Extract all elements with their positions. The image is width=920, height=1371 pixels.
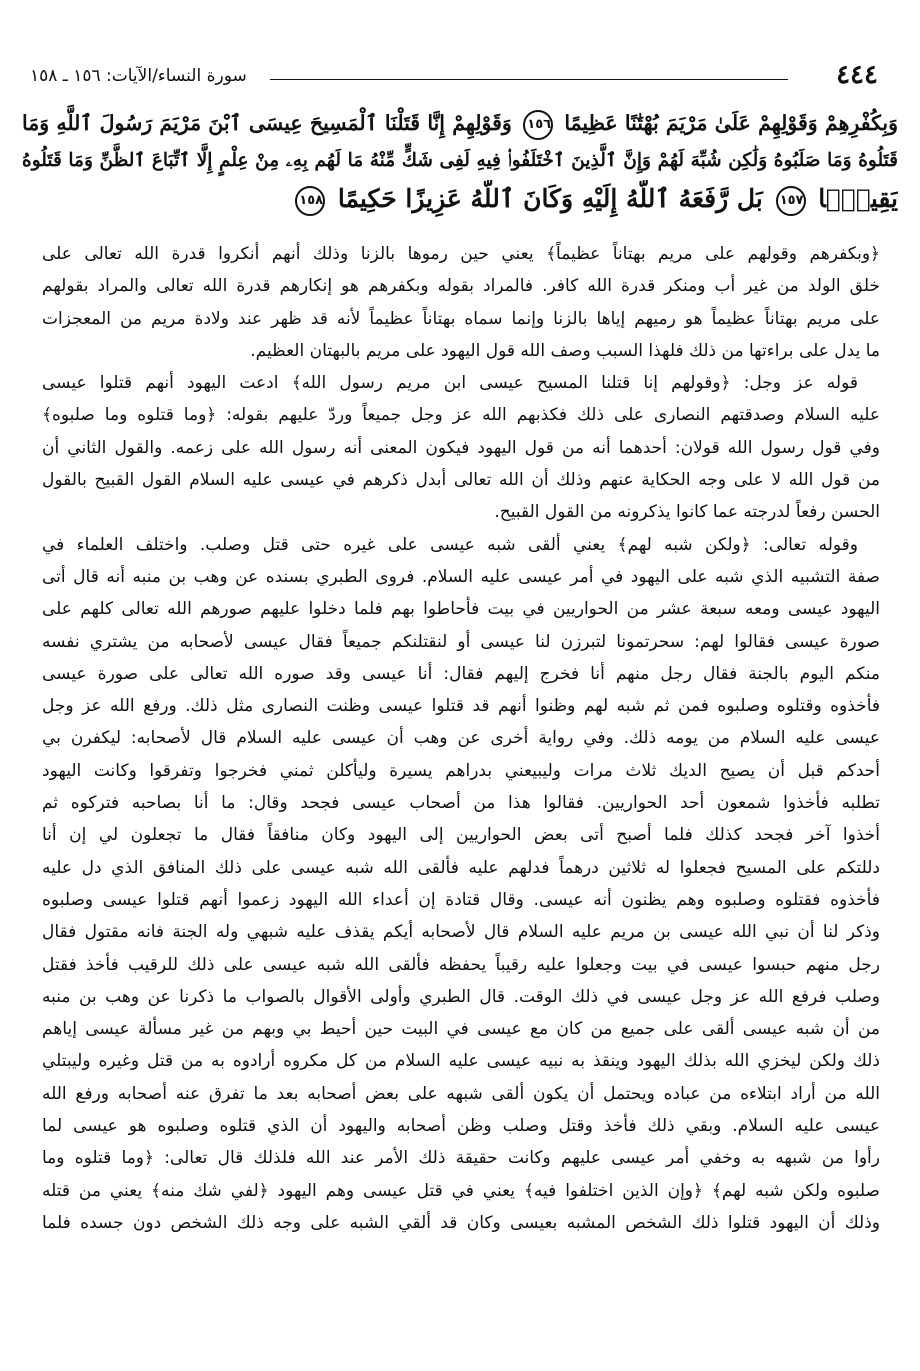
ayah-number-marker: ١٥٧	[776, 186, 806, 216]
commentary-line: صورة عيسى فقالوا لهم: سحرتمونا لتبرزن لنا عيسى أو لنقتلنكم جميعاً فقال عيسى لأصحابه من يشتري نفسه	[42, 631, 880, 652]
tafsir-commentary	[42, 238, 880, 1239]
commentary-line: من أن شبه عيسى ألقى على جميع من كان مع عيسى في البيت حين أحيط بي وبهم من غير مسألة عيسى إياهم	[42, 1019, 880, 1040]
verse-text: وَقَوْلِهِمْ إِنَّا قَتَلْنَا ٱلْمَسِيحَ عِيسَى ٱبْنَ مَرْيَمَ رَسُولَ ٱللَّهِ وَمَا	[22, 111, 512, 135]
commentary-line: عيسى عليه السلام. وبقي ذلك فأخذ وقتل وصلب وظن أصحابه واليهود أن الذي قتلوه وصلبوه هو عيسى لما	[42, 1116, 880, 1137]
commentary-line: رجل منهم حبسوا عيسى في بيت وجعلوا عليه رقيباً يحفظه فألقى الله شبه عيسى على ذلك للرقيب فأخذ فقتل	[42, 954, 880, 975]
verse-text: يَقِينًۢا	[818, 184, 898, 213]
commentary-line: قوله عز وجل: ﴿وقولهم إنا قتلنا المسيح عيسى ابن مريم رسول الله﴾ ادعت اليهود أنهم قتلوا عيسى	[42, 373, 858, 394]
commentary-line: من قول الله لا على وجه الحكاية عنهم وذلك أن الله تعالى أبدل ذكرهم في عيسى عليه السلام القول القبيح بالقول	[42, 470, 880, 491]
ayah-number-marker: ١٥٦	[523, 110, 553, 140]
page-header	[30, 60, 878, 94]
commentary-line: الله من أراد ابتلاءه من عباده ويحتمل أن يكون ألقى شبهه على بعض أصحابه بعد ما تفرق عنه أصحابه ورفع الله	[42, 1083, 880, 1104]
commentary-line: وفي قول رسول الله قولان: أحدهما أنه من قول اليهود فيكون المعنى أنه رسول الله على زعمه. والقول الثاني أن	[42, 437, 880, 458]
commentary-line: صفة التشبيه الذي شبه على اليهود في أمر عيسى عليه السلام. فروى الطبري بسنده عن وهب بن منبه أنه قال أتى	[42, 566, 880, 587]
page-number: ٤٤٤	[836, 60, 878, 90]
commentary-line: اليهود عيسى ومعه سبعة عشر من الحواريين في بيت فأحاطوا بهم فلما دخلوا عليهم صورهم الله تعالى كلهم على	[42, 599, 880, 620]
commentary-line: منكم اليوم بالجنة فقال رجل منهم أنا فخرج إليهم فقال: أنا عيسى وقد صوره الله تعالى على صورة عيسى	[42, 663, 880, 684]
verse-line	[22, 180, 898, 218]
verse-text: وَبِكُفْرِهِمْ وَقَوْلِهِمْ عَلَىٰ مَرْيَمَ بُهْتَٰنًا عَظِيمًا	[564, 111, 898, 135]
header-rule	[270, 79, 788, 80]
verse-line	[22, 142, 898, 180]
quran-verses	[22, 104, 898, 218]
commentary-line: وذلك أن اليهود قتلوا ذلك الشخص المشبه بعيسى وكان قد ألقي الشبه على وجه ذلك الشخص دون جسده فلما	[42, 1212, 880, 1233]
commentary-line: فأخذوه وقتلوه وصلبوه فمن ثم شبه لهم وظنوا أنهم قد قتلوا عيسى وظنت النصارى مثل ذلك. ورفع الله عز وجل	[42, 696, 880, 717]
commentary-line: الحسن رفعاً لدرجته عما كانوا يذكرونه من القول القبيح.	[494, 502, 880, 523]
commentary-line: فأخذوه فقتلوه وصلبوه وهم يظنون أنه عيسى. وقال قتادة إن أعداء الله اليهود زعموا أنهم قتلوا عيسى وصلبوه	[42, 889, 880, 910]
commentary-line: ما يدل على براءتها من ذلك فلهذا السبب وصف الله قول اليهود على مريم بالبهتان العظيم.	[250, 340, 880, 361]
running-head: سورة النساء/الآيات: ١٥٦ ـ ١٥٨	[30, 66, 247, 86]
commentary-line: عليه السلام وصدقتهم النصارى على ذلك فكذبهم الله عز وجل جميعاً وردّ عليهم بقوله: ﴿وما قتلوه وما صلبوه﴾	[42, 405, 880, 426]
commentary-line: على مريم بهتاناً عظيماً هو رميهم إياها بالزنا وإنما سماه بهتاناً عظيماً لأنه قد ظهر عند ولادة مريم من المعجزات	[42, 308, 880, 329]
commentary-line: صلبوه ولكن شبه لهم﴾ ﴿وإن الذين اختلفوا فيه﴾ يعني في قتل عيسى وهم اليهود ﴿لفي شك منه﴾ يعني من قتله	[42, 1180, 880, 1201]
verse-text: بَل رَّفَعَهُ ٱللَّهُ إِلَيْهِ وَكَانَ ٱللَّهُ عَزِيزًا حَكِيمًا	[337, 184, 763, 213]
commentary-line: عيسى عليه السلام من يومه ذلك. وفي رواية أخرى عن وهب أن عيسى عليه السلام قال لأصحابه: ليكفرن بي	[42, 728, 880, 749]
verse-line	[22, 104, 898, 142]
commentary-line: وذكر لنا أن نبي الله عيسى بن مريم عليه السلام قال لأصحابه أيكم يقذف عليه شبهي وله الجنة فانه مقتول فقال	[42, 922, 880, 943]
commentary-line: أحدكم قبل أن يصيح الديك ثلاث مرات وليبيعني بدراهم يسيرة وليأكلن ثمني فخرجوا وتفرقوا وكانت اليهود	[42, 760, 880, 781]
verse-text: قَتَلُوهُ وَمَا صَلَبُوهُ وَلَٰكِن شُبِّهَ لَهُمْ وَإِنَّ ٱلَّذِينَ ٱخْتَلَفُوا۟ فِيهِ لَفِى شَكٍّ مِّنْهُ مَا لَهُم بِهِۦ مِنْ عِلْمٍ إِلَّا ٱتِّبَاعَ ٱلظَّنِّ وَمَا قَتَلُوهُ	[22, 150, 898, 171]
commentary-line: دللتكم على المسيح فجعلوا له ثلاثين درهماً فدلهم عليه فألقى الله شبه عيسى على ذلك المنافق الذي دل عليه	[42, 857, 880, 878]
ayah-number-marker: ١٥٨	[295, 186, 325, 216]
commentary-line: خلق الولد من غير أب ومنكر قدرة الله كافر. فالمراد بقوله وبكفرهم هو إنكارهم قدرة الله تعالى والمراد بقولهم	[42, 276, 880, 297]
commentary-line: ﴿وبكفرهم وقولهم على مريم بهتاناً عظيماً﴾ يعني حين رموها بالزنا وذلك أنهم أنكروا قدرة الله تعالى على	[42, 244, 880, 264]
commentary-line: وصلب فرفع الله عز وجل عيسى في ذلك الوقت. قال الطبري وأولى الأقوال بالصواب ما ذكرنا عن وهب بن منبه	[42, 986, 880, 1007]
commentary-line: تطلبه فأخذوا شمعون أحد الحواريين. فقالوا هذا من أصحاب عيسى فجحد وقال: ما أنا بصاحبه فتركوه ثم	[42, 793, 880, 814]
commentary-line: ذلك ولكن ليخزي الله بذلك اليهود وينقذ به نبيه عيسى عليه السلام من كل مكروه أرادوه به من قتل وغيره وليبتلي	[42, 1051, 880, 1072]
commentary-line: رأوا من شبهه به وخفي أمر عيسى عليهم وكانت حقيقة ذلك الأمر عند الله فلذلك قال تعالى: ﴿وما قتلوه وما	[42, 1148, 880, 1169]
commentary-line: وقوله تعالى: ﴿ولكن شبه لهم﴾ يعني ألقى شبه عيسى على غيره حتى قتل وصلب. واختلف العلماء في	[42, 534, 858, 555]
commentary-line: أخذوا آخر فجحد كذلك فلما أصبح أتى بعض الحواريين إلى اليهود وكان منافقاً فقال ما تجعلون لي إن أنا	[42, 825, 880, 846]
